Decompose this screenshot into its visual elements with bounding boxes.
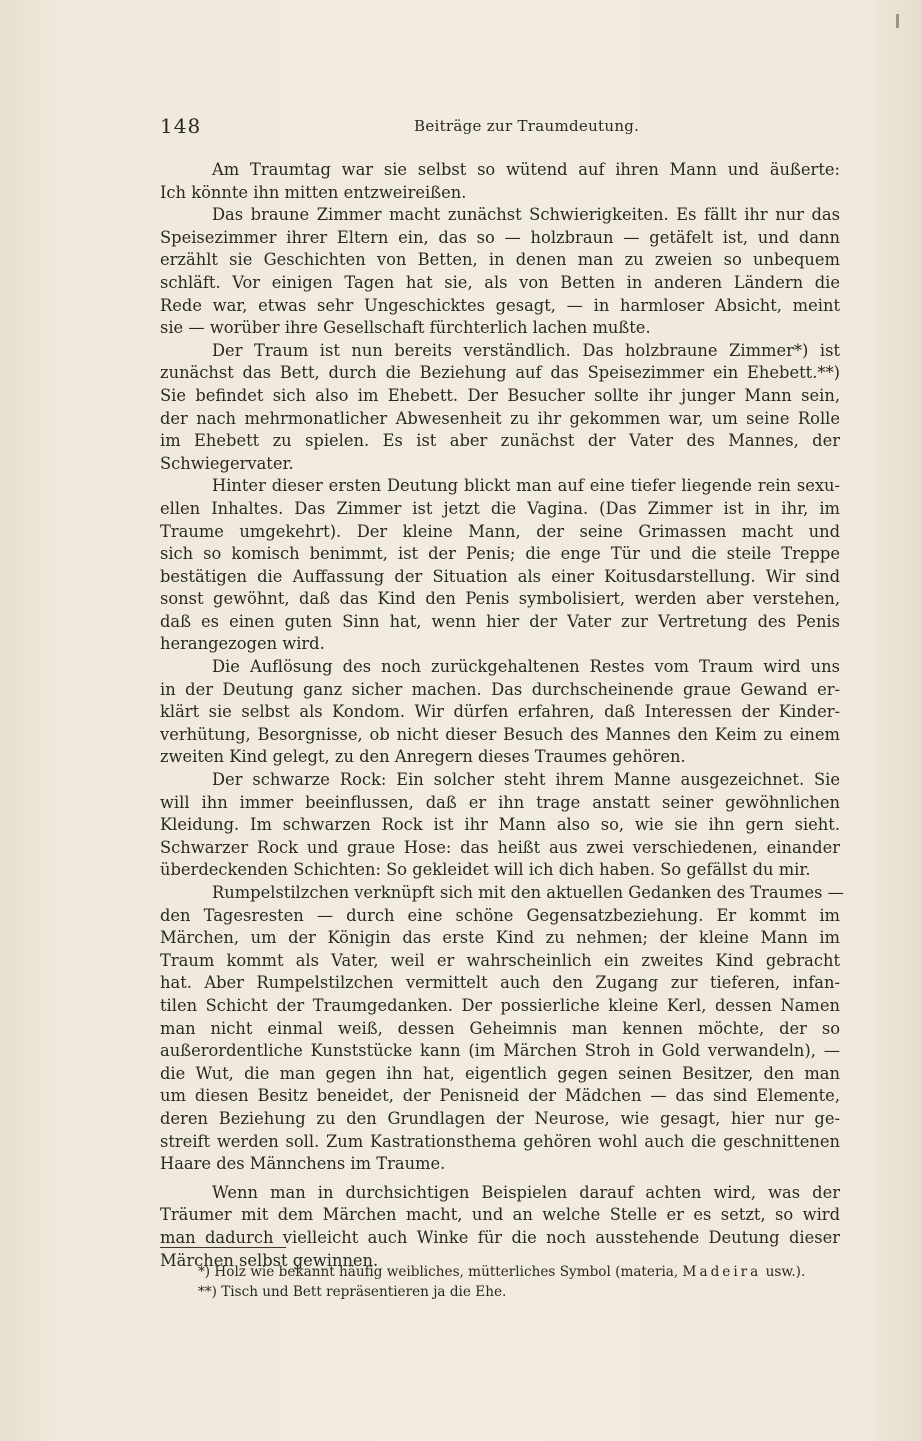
text-line: zunächst das Bett, durch die Beziehung auf das Speisezimmer ein Ehebett.**)	[160, 363, 840, 383]
text-line: Der schwarze Rock: Ein solcher steht ihrem Manne ausgezeichnet. Sie	[212, 770, 840, 790]
text-line: Träumer mit dem Märchen macht, und an welche Stelle er es setzt, so wird	[160, 1205, 840, 1225]
text-line: deren Beziehung zu den Grundlagen der Neurose, wie gesagt, hier nur ge-	[160, 1108, 840, 1128]
footnote-1-end: usw.).	[761, 1264, 806, 1280]
text-line: man dadurch vielleicht auch Winke für die noch ausstehende Deutung dieser	[160, 1227, 840, 1247]
footnote-1-spaced-word: Madeira	[682, 1264, 762, 1280]
footnote-2: **) Tisch und Bett repräsentieren ja die Ehe.	[198, 1284, 507, 1300]
text-line: Speisezimmer ihrer Eltern ein, das so — holzbraun — getäfelt ist, und dann	[160, 227, 840, 247]
text-line: der nach mehrmonatlicher Abwesenheit zu ihr gekommen war, um seine Rolle	[160, 408, 840, 428]
text-line: sich so komisch benimmt, ist der Penis; die enge Tür und die steile Treppe	[160, 544, 840, 564]
text-line: Der Traum ist nun bereits verständlich. Das holzbraune Zimmer*) ist	[212, 340, 840, 360]
text-line: Hinter dieser ersten Deutung blickt man auf eine tiefer liegende rein sexu-	[212, 476, 840, 496]
text-line: Schwarzer Rock und graue Hose: das heißt aus zwei verschiedenen, einander	[160, 837, 840, 857]
text-line: sie — worüber ihre Gesellschaft fürchterlich lachen mußte.	[160, 318, 651, 338]
text-line: hat. Aber Rumpelstilzchen vermittelt auch den Zugang zur tieferen, infan-	[160, 973, 840, 993]
text-line: Ich könnte ihn mitten entzweireißen.	[160, 182, 467, 202]
text-line: außerordentliche Kunststücke kann (im Märchen Stroh in Gold verwandeln), —	[160, 1041, 840, 1061]
text-line: erzählt sie Geschichten von Betten, in denen man zu zweien so unbequem	[160, 250, 840, 270]
text-line: Rede war, etwas sehr Ungeschicktes gesagt, — in harmloser Absicht, meint	[160, 295, 840, 315]
text-line: den Tagesresten — durch eine schöne Gegensatzbeziehung. Er kommt im	[160, 905, 840, 925]
text-line: schläft. Vor einigen Tagen hat sie, als von Betten in anderen Ländern die	[160, 272, 840, 292]
text-line: herangezogen wird.	[160, 634, 325, 654]
text-line: überdeckenden Schichten: So gekleidet will ich dich haben. So gefällst du mir.	[160, 860, 811, 880]
text-line: streift werden soll. Zum Kastrationsthema gehören wohl auch die geschnittenen	[160, 1131, 840, 1151]
text-line: Traume umgekehrt). Der kleine Mann, der seine Grimassen macht und	[160, 521, 840, 541]
text-line: Am Traumtag war sie selbst so wütend auf ihren Mann und äußerte:	[212, 160, 840, 179]
text-line: Schwiegervater.	[160, 453, 294, 473]
text-line: Haare des Männchens im Traume.	[160, 1154, 446, 1174]
text-line: um diesen Besitz beneidet, der Penisneid der Mädchen — das sind Elemente,	[160, 1086, 840, 1106]
text-line: Kleidung. Im schwarzen Rock ist ihr Mann also so, wie sie ihn gern sieht.	[160, 815, 840, 835]
text-line: zweiten Kind gelegt, zu den Anregern dieses Traumes gehören.	[160, 747, 686, 767]
text-line: Rumpelstilzchen verknüpft sich mit den aktuellen Gedanken des Traumes —	[212, 883, 844, 902]
text-line: Wenn man in durchsichtigen Beispielen darauf achten wird, was der	[212, 1182, 840, 1202]
running-title: Beiträge zur Traumdeutung.	[414, 117, 640, 135]
footnote-1-text: *) Holz wie bekannt häufig weibliches, mütterliches Symbol (materia,	[198, 1264, 683, 1280]
text-line: Die Auflösung des noch zurückgehaltenen Restes vom Traum wird uns	[212, 657, 840, 677]
body-text	[160, 159, 844, 1272]
text-line: Sie befindet sich also im Ehebett. Der Besucher sollte ihr junger Mann sein,	[160, 385, 840, 405]
text-line: in der Deutung ganz sicher machen. Das durchscheinende graue Gewand er-	[160, 679, 840, 699]
text-line: daß es einen guten Sinn hat, wenn hier der Vater zur Vertretung des Penis	[160, 611, 840, 631]
text-line: Das braune Zimmer macht zunächst Schwierigkeiten. Es fällt ihr nur das	[212, 205, 840, 225]
text-line: verhütung, Besorgnisse, ob nicht dieser Besuch des Mannes den Keim zu einem	[160, 724, 840, 744]
footnote-1	[198, 1262, 848, 1282]
text-line: tilen Schicht der Traumgedanken. Der possierliche kleine Kerl, dessen Namen	[160, 995, 840, 1015]
text-line: will ihn immer beeinflussen, daß er ihn trage anstatt seiner gewöhnlichen	[160, 792, 840, 812]
footnote-divider	[160, 1247, 286, 1248]
text-line: ellen Inhaltes. Das Zimmer ist jetzt die Vagina. (Das Zimmer ist in ihr, im	[160, 498, 840, 518]
text-line: man nicht einmal weiß, dessen Geheimnis man kennen möchte, der so	[160, 1018, 840, 1038]
text-line: bestätigen die Auffassung der Situation als einer Koitusdarstellung. Wir sind	[160, 566, 840, 586]
text-line: Märchen selbst gewinnen.	[160, 1250, 379, 1270]
page-number: 148	[160, 114, 202, 138]
page-header	[160, 114, 840, 138]
text-line: die Wut, die man gegen ihn hat, eigentlich gegen seinen Besitzer, den man	[160, 1063, 840, 1083]
text-line: Traum kommt als Vater, weil er wahrscheinlich ein zweites Kind gebracht	[160, 950, 840, 970]
text-line: klärt sie selbst als Kondom. Wir dürfen erfahren, daß Interessen der Kinder-	[160, 702, 840, 722]
footnotes	[198, 1262, 848, 1302]
scan-mark	[896, 14, 899, 28]
text-line: sonst gewöhnt, daß das Kind den Penis symbolisiert, werden aber verstehen,	[160, 589, 840, 609]
text-line: Märchen, um der Königin das erste Kind zu nehmen; der kleine Mann im	[160, 928, 840, 948]
text-line: im Ehebett zu spielen. Es ist aber zunächst der Vater des Mannes, der	[160, 431, 840, 451]
